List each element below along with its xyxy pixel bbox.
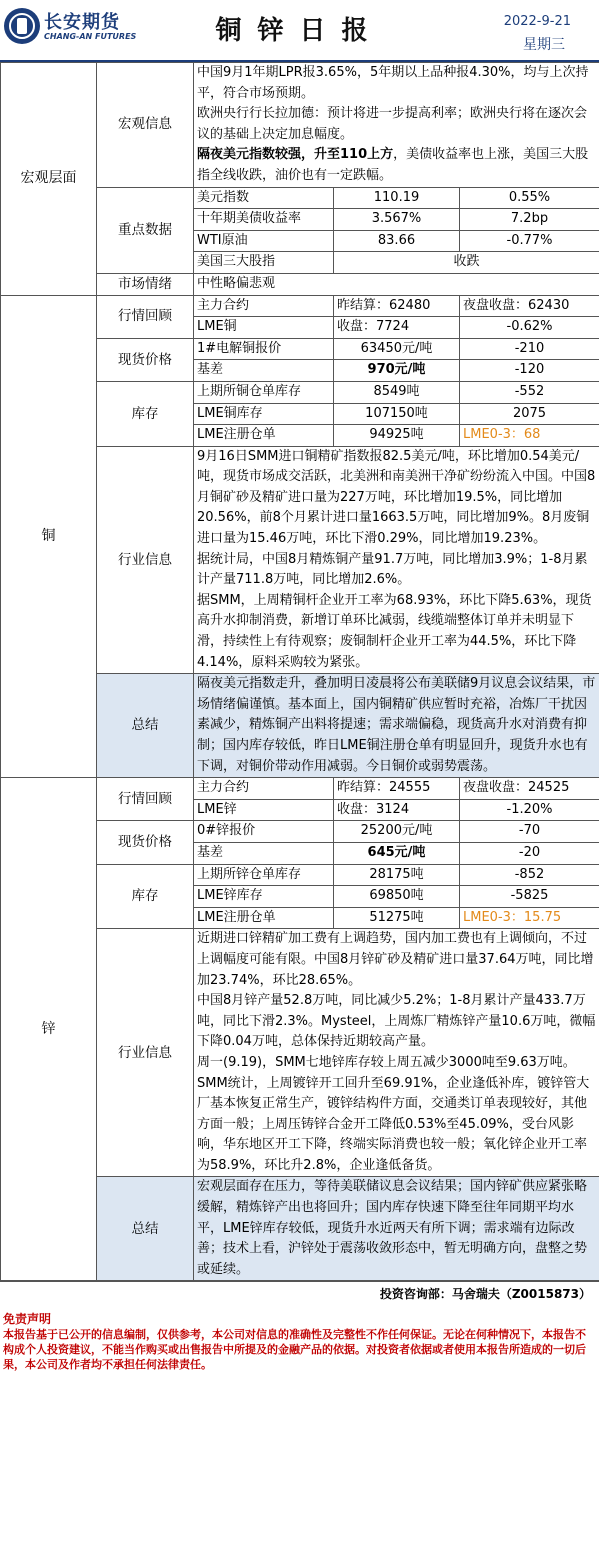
copper-night-close: 夜盘收盘：62430: [460, 295, 599, 317]
zinc-night-close: 夜盘收盘：24525: [460, 778, 599, 800]
copper-stock-change: 2075: [460, 403, 599, 425]
sentiment-label: 市场情绪: [97, 273, 194, 295]
copper-lme-change: -0.62%: [460, 317, 599, 339]
copper-settle: 昨结算：62480: [334, 295, 460, 317]
zinc-spot-label: 现货价格: [97, 821, 194, 864]
disclaimer-text: 本报告基于已公开的信息编制，仅供参考，本公司对信息的准确性及完整性不作任何保证。无论在何种情况下，本报告不构成个人投资建议，不能当作购买或出售报告中所提及的金融产品的依据。对投资者依据或者使用本报告所造成的一切后果，本公司及作者均不承担任何法律责任。: [3, 1328, 586, 1372]
zinc-industry-paragraph: 周一(9.19)，SMM七地锌库存较上周五减少3000吨至9.63万吨。: [197, 1054, 576, 1070]
key-data-change: 0.55%: [460, 187, 599, 209]
zinc-stock-name: LME锌库存: [194, 886, 334, 908]
zinc-summary-text: 宏观层面存在压力，等待美联储议息会议结果；国内锌矿供应紧张略缓解，精炼锌产出也将回升；国内库存快速下降至往年同期平均水平，LME锌库存较低，现货升水近两天有所下调；需求端有边际改善；技术上看，沪锌处于震荡收敛形态中，暂无明确方向，盘整之势或延续。: [194, 1177, 599, 1281]
copper-stock-label: 库存: [97, 381, 194, 446]
zinc-review-row: [1, 778, 599, 800]
zinc-industry-paragraph: SMM统计，上周镀锌开工回升至69.91%，企业逢低补库，镀锌管大厂基本恢复正常生产，镀锌结构件方面，交通类订单表现较好，其他方面一般；上周压铸锌合金开工降低0.53%至45.09%，受台风影响，华东地区开工下降，终端实际消费也较一般；氧化锌企业开工率为58.9%，环比升2.8%，企业逢低备货。: [197, 1075, 590, 1173]
zinc-lme-close: 收盘：3124: [334, 799, 460, 821]
zinc-industry-label: 行业信息: [97, 929, 194, 1177]
zinc-basis-value: 645元/吨: [334, 842, 460, 864]
copper-stock-value: 8549吨: [334, 381, 460, 403]
zinc-summary-label: 总结: [97, 1177, 194, 1281]
macro-section-label: 宏观层面: [1, 63, 97, 296]
copper-industry-paragraph: 据SMM，上周精铜杆企业开工率为68.93%，环比下降5.63%，现货高升水抑制消费，新增订单环比减弱，线缆端整体订单并未明显下滑，持续性上有待观察；废铜制杆企业开工率为44.5%，环比下降4.14%，原料采购较为紧张。: [197, 592, 592, 670]
copper-main-contract: 主力合约: [194, 295, 334, 317]
zinc-industry-paragraph: 近期进口锌精矿加工费有上调趋势，国内加工费也有上调倾向，不过上调幅度可能有限。中国8月锌矿砂及精矿进口量37.64万吨，同比增加23.74%，环比28.65%。: [197, 931, 594, 988]
disclaimer-title: 免责声明: [3, 1312, 52, 1327]
key-data-value: 110.19: [334, 187, 460, 209]
copper-review-row: [1, 295, 599, 317]
copper-spot-label: 现货价格: [97, 338, 194, 381]
copper-industry-text: [194, 446, 599, 674]
key-data-name: 美国三大股指: [194, 252, 334, 274]
zinc-spot-price: 25200元/吨: [334, 821, 460, 843]
copper-registered-name: LME注册仓单: [194, 425, 334, 447]
logo-english-name: CHANG-AN FUTURES: [44, 32, 137, 41]
copper-stock-name: LME铜库存: [194, 403, 334, 425]
macro-info-line: 欧洲央行行长拉加德：预计将进一步提高利率；欧洲央行将在逐次会议的基础上决定加息幅度。: [197, 106, 588, 142]
zinc-lme-name: LME锌: [194, 799, 334, 821]
zinc-industry-paragraph: 中国8月锌产量52.8万吨，同比减少5.2%；1-8月累计产量433.7万吨，同比下滑2.3%。Mysteel，上周炼厂精炼锌产量10.6万吨，微幅下降0.04万吨，总体保持近期较高产量。: [197, 993, 596, 1050]
zinc-review-label: 行情回顾: [97, 778, 194, 821]
report-table: [0, 62, 599, 1281]
zinc-stock-value: 28175吨: [334, 864, 460, 886]
key-data-label: 重点数据: [97, 187, 194, 273]
zinc-stock-name: 上期所锌仓单库存: [194, 864, 334, 886]
zinc-registered-spread: LME0-3：15.75: [460, 907, 599, 929]
report-title: 铜锌日报: [215, 16, 384, 46]
copper-stock-name: 上期所铜仓单库存: [194, 381, 334, 403]
zinc-settle: 昨结算：24555: [334, 778, 460, 800]
report-weekday: 星期三: [523, 37, 565, 53]
zinc-section-label: 锌: [1, 778, 97, 1281]
key-data-value: 3.567%: [334, 209, 460, 231]
zinc-spot-change: -70: [460, 821, 599, 843]
report-header: [0, 0, 599, 62]
zinc-stock-change: -852: [460, 864, 599, 886]
zinc-stock-value: 69850吨: [334, 886, 460, 908]
copper-registered-value: 94925吨: [334, 425, 460, 447]
copper-summary-text: 隔夜美元指数走升，叠加明日凌晨将公布美联储9月议息会议结果，市场情绪偏谨慎。基本面上，国内铜精矿供应暂时充裕，冶炼厂干扰因素减少，精炼铜产出料将提速；需求端偏稳，现货高升水对消费有抑制；国内库存较低，昨日LME铜注册仓单有明显回升，现货升水也有下调，对铜价带动作用减弱。今日铜价或弱势震荡。: [194, 674, 599, 778]
copper-industry-label: 行业信息: [97, 446, 194, 674]
key-data-change: -0.77%: [460, 230, 599, 252]
key-data-name: WTI原油: [194, 230, 334, 252]
macro-info-label: 宏观信息: [97, 63, 194, 188]
copper-basis-name: 基差: [194, 360, 334, 382]
key-data-value: 收跌: [334, 252, 599, 274]
copper-summary-label: 总结: [97, 674, 194, 778]
zinc-spot-name: 0#锌报价: [194, 821, 334, 843]
analyst-credit: 投资咨询部：马舍瑞夫（Z0015873）: [379, 1287, 591, 1302]
copper-industry-paragraph: 9月16日SMM进口铜精矿指数报82.5美元/吨，环比增加0.54美元/吨，现货市场成交活跃，北美洲和南美洲干净矿纷纷流入中国。中国8月铜矿砂及精矿进口量为227万吨，环比增加19.5%，同比增加20.56%，前8个月累计进口量1663.5万吨，同比增加9%。8月废铜进口量为15.46万吨，环比下滑0.29%，同比增加19.23%。: [197, 448, 596, 547]
copper-lme-close: 收盘：7724: [334, 317, 460, 339]
copper-registered-spread: LME0-3：68: [460, 425, 599, 447]
zinc-registered-value: 51275吨: [334, 907, 460, 929]
copper-stock-change: -552: [460, 381, 599, 403]
zinc-stock-label: 库存: [97, 864, 194, 929]
zinc-basis-name: 基差: [194, 842, 334, 864]
copper-section-label: 铜: [1, 295, 97, 778]
macro-info-text: [194, 63, 599, 188]
zinc-lme-change: -1.20%: [460, 799, 599, 821]
logo-chinese-name: 长安期货: [44, 12, 120, 33]
copper-stock-value: 107150吨: [334, 403, 460, 425]
key-data-change: 7.2bp: [460, 209, 599, 231]
copper-review-label: 行情回顾: [97, 295, 194, 338]
macro-info-line: 中国9月1年期LPR报3.65%，5年期以上品种报4.30%，均与上次持平，符合市场预期。: [197, 65, 589, 101]
copper-basis-change: -120: [460, 360, 599, 382]
copper-basis-value: 970元/吨: [334, 360, 460, 382]
zinc-main-contract: 主力合约: [194, 778, 334, 800]
key-data-name: 美元指数: [194, 187, 334, 209]
copper-spot-name: 1#电解铜报价: [194, 338, 334, 360]
key-data-name: 十年期美债收益率: [194, 209, 334, 231]
zinc-basis-change: -20: [460, 842, 599, 864]
zinc-stock-change: -5825: [460, 886, 599, 908]
report-date: 2022-9-21: [503, 14, 571, 29]
copper-spot-price: 63450元/吨: [334, 338, 460, 360]
sentiment-value: 中性略偏悲观: [194, 273, 599, 295]
copper-lme-name: LME铜: [194, 317, 334, 339]
macro-info-line: [197, 145, 596, 186]
macro-info-highlight: 隔夜美元指数较强，升至110上方: [197, 147, 394, 163]
copper-spot-change: -210: [460, 338, 599, 360]
macro-info-row: [1, 63, 599, 188]
key-data-value: 83.66: [334, 230, 460, 252]
zinc-industry-text: [194, 929, 599, 1177]
copper-industry-paragraph: 据统计局，中国8月精炼铜产量91.7万吨，同比增加3.9%；1-8月累计产量711.8万吨，同比增加2.6%。: [197, 551, 588, 588]
report-footer: [0, 1281, 599, 1372]
zinc-registered-name: LME注册仓单: [194, 907, 334, 929]
macro-info-rest: ，美债收益率也上涨，美国三大股指全线收跌，油价也有一定跌幅。: [197, 147, 589, 183]
